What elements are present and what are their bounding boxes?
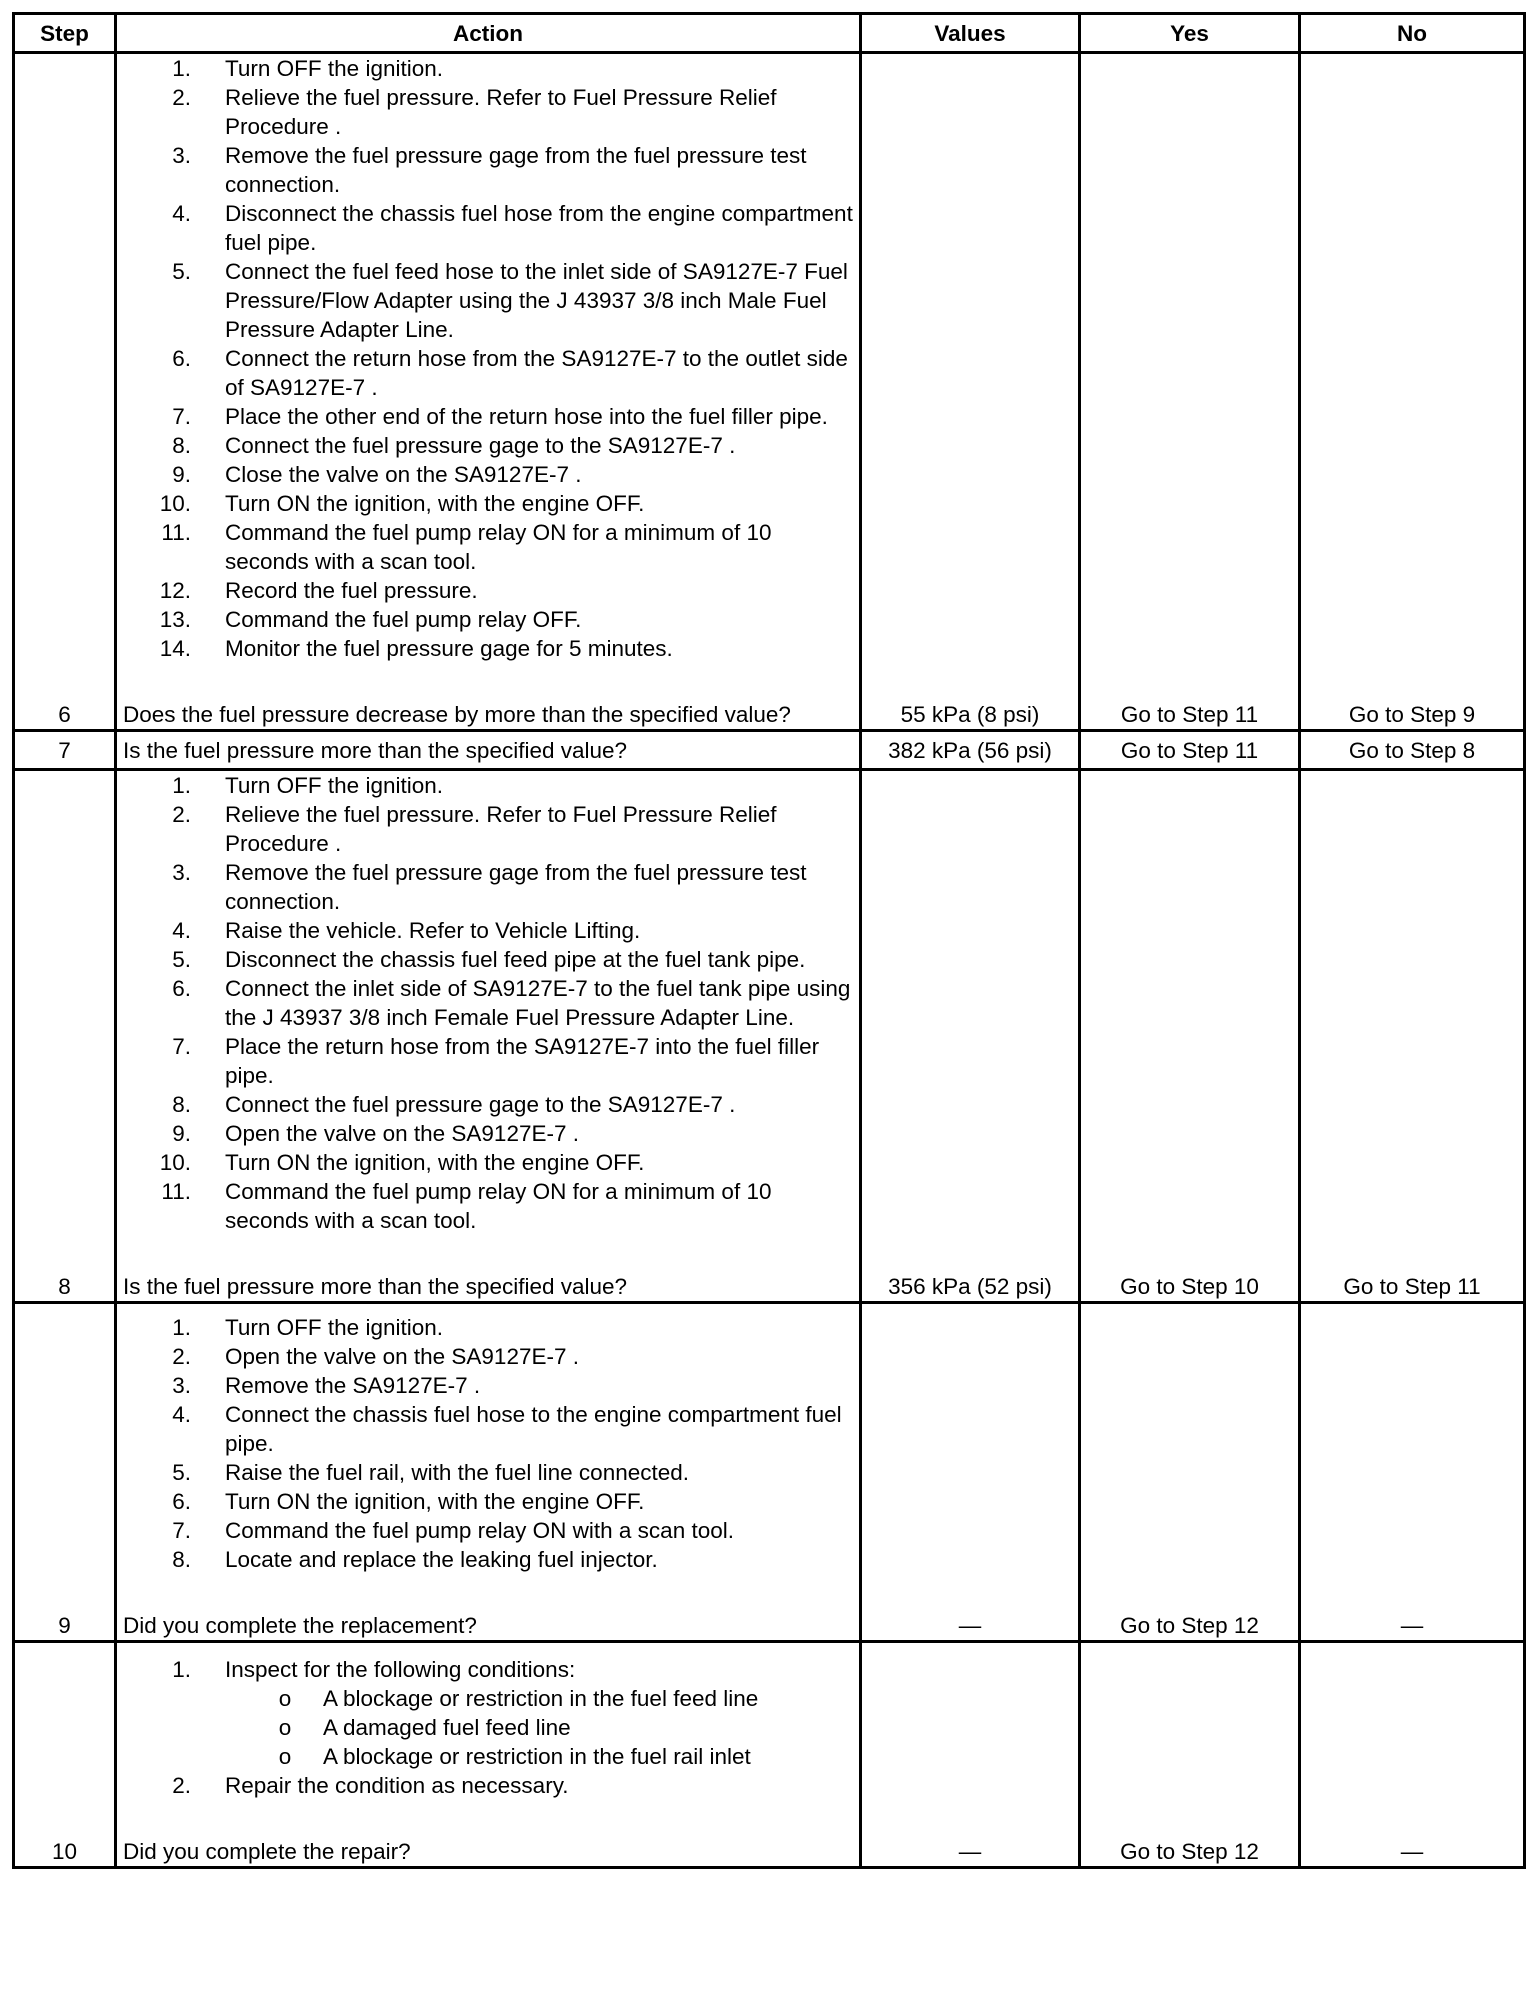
list-item: 2. Relieve the fuel pressure. Refer to Fuel Pressure Relief Procedure . [172,85,777,139]
no-cell: Go to Step 9 [1300,53,1525,731]
action-cell [116,1303,861,1642]
action-cell [116,1642,861,1868]
list-item: 10. Turn ON the ignition, with the engine OFF. [159,491,645,516]
list-item: 7. Command the fuel pump relay ON with a scan tool. [172,1518,734,1543]
list-item: 9. Open the valve on the SA9127E-7 . [172,1121,579,1146]
list-item: 6. Connect the return hose from the SA9127E-7 to the outlet side of SA9127E-7 . [172,346,848,400]
list-item: 2. Relieve the fuel pressure. Refer to Fuel Pressure Relief Procedure . [172,802,777,856]
list-item: 4. Connect the chassis fuel hose to the engine compartment fuel pipe. [172,1402,842,1456]
sub-list-item: o A damaged fuel feed line [123,1713,853,1742]
yes-cell: Go to Step 11 [1080,731,1300,770]
list-item: 1. Turn OFF the ignition. [172,773,444,798]
list-item: 5. Connect the fuel feed hose to the inlet side of SA9127E-7 Fuel Pressure/Flow Adapter using the J 43937 3/8 inch Male Fuel Pressure Adapter Line. [172,259,848,342]
step-number: 10 [14,1642,116,1868]
table-row-step-9 [14,1303,1525,1642]
question-text: Did you complete the repair? [123,1839,411,1864]
values-cell: 55 kPa (8 psi) [861,53,1080,731]
values-cell: 382 kPa (56 psi) [861,731,1080,770]
diagnostic-table [12,12,1526,1869]
header-row [14,14,1525,53]
no-cell: Go to Step 8 [1300,731,1525,770]
procedure-list [123,771,853,1235]
list-item: 6. Turn ON the ignition, with the engine OFF. [172,1489,645,1514]
list-item: 3. Remove the SA9127E-7 . [172,1373,481,1398]
procedure-list [123,54,853,663]
values-cell: — [861,1642,1080,1868]
list-item: 12. Record the fuel pressure. [159,578,478,603]
header-yes: Yes [1080,14,1300,53]
list-item: 11. Command the fuel pump relay ON for a minimum of 10 seconds with a scan tool. [161,520,772,574]
bullet-icon: o [278,1744,292,1769]
list-item: 1. Inspect for the following conditions: [172,1657,576,1682]
list-item: 8. Connect the fuel pressure gage to the SA9127E-7 . [172,1092,736,1117]
step-number: 7 [14,731,116,770]
yes-cell: Go to Step 10 [1080,770,1300,1303]
header-no: No [1300,14,1525,53]
no-cell: — [1300,1642,1525,1868]
list-item: 8. Connect the fuel pressure gage to the SA9127E-7 . [172,433,736,458]
sub-list-item: o A blockage or restriction in the fuel rail inlet [123,1742,853,1771]
procedure-list [123,1771,853,1800]
list-item: 6. Connect the inlet side of SA9127E-7 to the fuel tank pipe using the J 43937 3/8 inch Female Fuel Pressure Adapter Line. [172,976,851,1030]
list-item: 14. Monitor the fuel pressure gage for 5 minutes. [159,636,673,661]
bullet-icon: o [278,1715,292,1740]
list-item: 5. Disconnect the chassis fuel feed pipe at the fuel tank pipe. [172,947,806,972]
yes-cell: Go to Step 11 [1080,53,1300,731]
list-item: 3. Remove the fuel pressure gage from the fuel pressure test connection. [172,143,807,197]
table-row-step-6 [14,53,1525,731]
list-item: 4. Disconnect the chassis fuel hose from the engine compartment fuel pipe. [172,201,853,255]
procedure-list [123,1313,853,1574]
header-step: Step [14,14,116,53]
action-cell [116,770,861,1303]
list-item: 7. Place the return hose from the SA9127E-7 into the fuel filler pipe. [172,1034,820,1088]
table-row-step-7 [14,731,1525,770]
question-text: Is the fuel pressure more than the specified value? [116,731,861,770]
step-number: 9 [14,1303,116,1642]
action-cell [116,53,861,731]
list-item: 4. Raise the vehicle. Refer to Vehicle Lifting. [172,918,641,943]
table-row-step-8 [14,770,1525,1303]
header-values: Values [861,14,1080,53]
list-item: 3. Remove the fuel pressure gage from the fuel pressure test connection. [172,860,807,914]
list-item: 2. Repair the condition as necessary. [172,1773,569,1798]
list-item: 1. Turn OFF the ignition. [172,1315,444,1340]
header-action: Action [116,14,861,53]
list-item: 1. Turn OFF the ignition. [172,56,444,81]
list-item: 13. Command the fuel pump relay OFF. [159,607,582,632]
yes-cell: Go to Step 12 [1080,1303,1300,1642]
list-item: 8. Locate and replace the leaking fuel injector. [172,1547,658,1572]
no-cell: — [1300,1303,1525,1642]
list-item: 9. Close the valve on the SA9127E-7 . [172,462,582,487]
yes-cell: Go to Step 12 [1080,1642,1300,1868]
question-text: Did you complete the replacement? [123,1613,477,1638]
step-number: 8 [14,770,116,1303]
values-cell: — [861,1303,1080,1642]
procedure-list [123,1655,853,1684]
list-item: 5. Raise the fuel rail, with the fuel line connected. [172,1460,690,1485]
bullet-icon: o [278,1686,292,1711]
question-text: Is the fuel pressure more than the specified value? [123,1274,628,1299]
question-text: Does the fuel pressure decrease by more than the specified value? [123,702,791,727]
table-row-step-10 [14,1642,1525,1868]
list-item: 11. Command the fuel pump relay ON for a minimum of 10 seconds with a scan tool. [161,1179,772,1233]
no-cell: Go to Step 11 [1300,770,1525,1303]
list-item: 7. Place the other end of the return hose into the fuel filler pipe. [172,404,828,429]
values-cell: 356 kPa (52 psi) [861,770,1080,1303]
list-item: 10. Turn ON the ignition, with the engine OFF. [159,1150,645,1175]
sub-list-item: o A blockage or restriction in the fuel feed line [123,1684,853,1713]
condition-sublist [123,1684,853,1771]
step-number: 6 [14,53,116,731]
list-item: 2. Open the valve on the SA9127E-7 . [172,1344,579,1369]
